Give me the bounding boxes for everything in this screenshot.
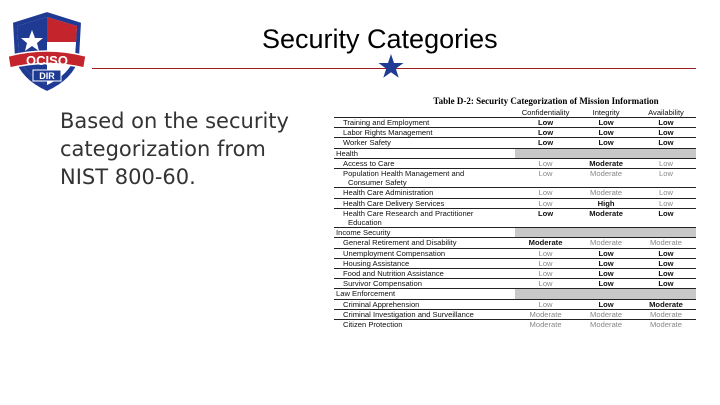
table-row — [334, 258, 696, 268]
availability-cell: Moderate — [636, 320, 696, 330]
table-header-row — [334, 107, 696, 118]
row-label: Worker Safety — [334, 138, 515, 148]
confidentiality-cell: Low — [515, 198, 576, 208]
integrity-cell: Moderate — [576, 158, 636, 168]
availability-cell: Low — [636, 158, 696, 168]
availability-cell: Low — [636, 138, 696, 148]
table-row — [334, 128, 696, 138]
table-row — [334, 208, 696, 218]
page-title: Security Categories — [262, 24, 498, 54]
confidentiality-cell: Low — [515, 248, 576, 258]
table-row — [334, 320, 696, 330]
column-header-availability: Availability — [648, 107, 684, 117]
availability-cell: Moderate — [636, 299, 696, 309]
row-label: Population Health Management and — [334, 169, 515, 179]
availability-cell: Low — [636, 169, 696, 179]
row-label: Income Security — [334, 228, 515, 238]
confidentiality-cell: Low — [515, 128, 576, 138]
empty-cell — [515, 218, 576, 228]
empty-cell — [636, 178, 696, 188]
table-row — [334, 188, 696, 198]
confidentiality-cell: Low — [515, 158, 576, 168]
integrity-cell: High — [576, 198, 636, 208]
category-fill-cell — [636, 148, 696, 158]
table-row — [334, 269, 696, 279]
confidentiality-cell: Low — [515, 299, 576, 309]
confidentiality-cell: Moderate — [515, 238, 576, 248]
availability-cell: Low — [636, 118, 696, 128]
integrity-cell: Moderate — [576, 320, 636, 330]
empty-cell — [515, 178, 576, 188]
integrity-cell: Low — [576, 279, 636, 289]
category-fill-cell — [576, 148, 636, 158]
row-label: Law Enforcement — [334, 289, 515, 299]
row-label: Labor Rights Management — [334, 128, 515, 138]
confidentiality-cell: Low — [515, 279, 576, 289]
availability-cell: Low — [636, 258, 696, 268]
row-label: Health Care Research and Practitioner — [334, 208, 515, 218]
security-categorization-table — [334, 95, 698, 335]
confidentiality-cell: Low — [515, 118, 576, 128]
star-icon — [378, 53, 404, 79]
continuation-row — [334, 178, 696, 188]
integrity-cell: Low — [576, 118, 636, 128]
availability-cell: Moderate — [636, 309, 696, 319]
integrity-cell: Low — [576, 258, 636, 268]
row-label: Food and Nutrition Assistance — [334, 269, 515, 279]
confidentiality-cell: Moderate — [515, 309, 576, 319]
availability-cell: Low — [636, 279, 696, 289]
table-caption: Table D-2: Security Categorization of Mission Information — [433, 96, 659, 106]
category-row — [334, 289, 696, 299]
confidentiality-cell: Low — [515, 138, 576, 148]
category-fill-cell — [636, 289, 696, 299]
integrity-cell: Low — [576, 269, 636, 279]
confidentiality-cell: Low — [515, 169, 576, 179]
column-header-confidentiality: Confidentiality — [521, 107, 570, 117]
table-row — [334, 158, 696, 168]
table-row — [334, 169, 696, 179]
table-row — [334, 309, 696, 319]
integrity-cell: Low — [576, 248, 636, 258]
integrity-cell: Moderate — [576, 188, 636, 198]
category-fill-cell — [515, 228, 576, 238]
integrity-cell: Moderate — [576, 169, 636, 179]
row-label: Housing Assistance — [334, 258, 515, 268]
category-fill-cell — [576, 228, 636, 238]
row-label: Access to Care — [334, 158, 515, 168]
table-row — [334, 238, 696, 248]
table-header-blank — [334, 107, 515, 118]
row-label: Survivor Compensation — [334, 279, 515, 289]
category-fill-cell — [576, 289, 636, 299]
row-label: Health Care Administration — [334, 188, 515, 198]
category-row — [334, 148, 696, 158]
availability-cell: Low — [636, 198, 696, 208]
empty-cell — [576, 178, 636, 188]
confidentiality-cell: Low — [515, 269, 576, 279]
integrity-cell: Moderate — [576, 309, 636, 319]
table-row — [334, 138, 696, 148]
row-label: Education — [348, 218, 382, 228]
row-label: Consumer Safety — [348, 178, 407, 188]
category-row — [334, 228, 696, 238]
table-row — [334, 118, 696, 128]
integrity-cell: Moderate — [576, 238, 636, 248]
body-text: Based on the security categorization from NIST 800-60. — [60, 109, 289, 189]
logo-text-dir: DIR — [39, 71, 55, 81]
table-row — [334, 248, 696, 258]
row-label: General Retirement and Disability — [334, 238, 515, 248]
integrity-cell: Low — [576, 138, 636, 148]
table-row — [334, 299, 696, 309]
availability-cell: Moderate — [636, 238, 696, 248]
availability-cell: Low — [636, 248, 696, 258]
table-row — [334, 279, 696, 289]
empty-cell — [576, 218, 636, 228]
row-label: Criminal Apprehension — [334, 299, 515, 309]
table-row — [334, 198, 696, 208]
continuation-row — [334, 218, 696, 228]
confidentiality-cell: Low — [515, 208, 576, 218]
availability-cell: Low — [636, 269, 696, 279]
row-label: Health Care Delivery Services — [334, 198, 515, 208]
confidentiality-cell: Low — [515, 188, 576, 198]
category-fill-cell — [515, 148, 576, 158]
confidentiality-cell: Moderate — [515, 320, 576, 330]
integrity-cell: Low — [576, 299, 636, 309]
row-label: Health — [334, 148, 515, 158]
logo-text-ociso: OCISO — [26, 53, 68, 68]
availability-cell: Low — [636, 188, 696, 198]
category-fill-cell — [515, 289, 576, 299]
integrity-cell: Moderate — [576, 208, 636, 218]
category-fill-cell — [636, 228, 696, 238]
availability-cell: Low — [636, 208, 696, 218]
column-header-integrity: Integrity — [592, 107, 620, 117]
row-label: Unemployment Compensation — [334, 248, 515, 258]
availability-cell: Low — [636, 128, 696, 138]
row-label: Training and Employment — [334, 118, 515, 128]
row-label: Citizen Protection — [334, 320, 515, 330]
confidentiality-cell: Low — [515, 258, 576, 268]
ociso-dir-logo — [4, 8, 90, 94]
row-label: Criminal Investigation and Surveillance — [334, 309, 515, 319]
integrity-cell: Low — [576, 128, 636, 138]
empty-cell — [636, 218, 696, 228]
